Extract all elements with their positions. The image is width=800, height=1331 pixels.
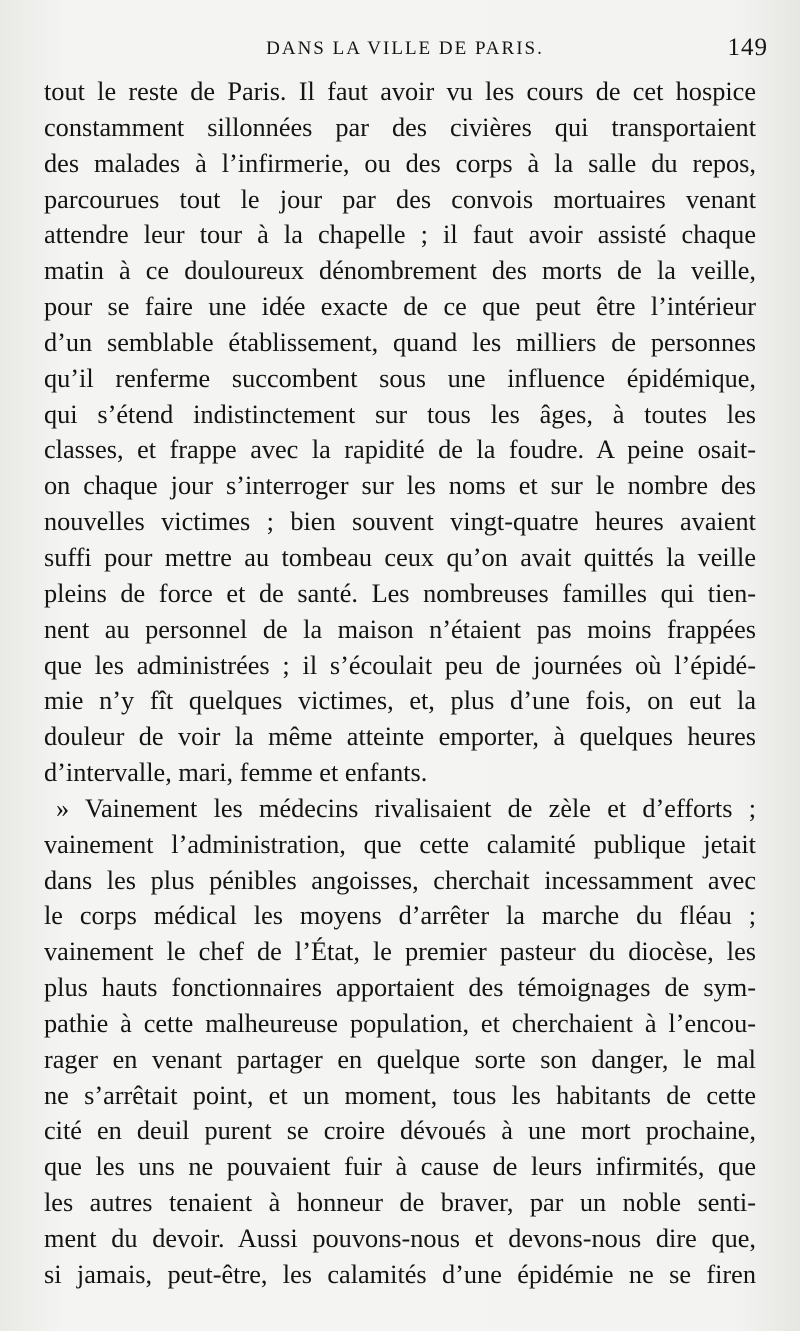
paragraph-end-line: d’intervalle, mari, femme et enfants. bbox=[44, 758, 428, 788]
text-line: des malades à l’infirmerie, ou des corps à la salle du repos, bbox=[44, 148, 756, 178]
page-header bbox=[40, 34, 770, 64]
text-line: pleins de force et de santé. Les nombreuses familles qui tien- bbox=[44, 578, 756, 608]
text-line: parcourues tout le jour par des convois mortuaires venant bbox=[44, 184, 756, 214]
text-line: d’un semblable établissement, quand les milliers de personnes bbox=[44, 327, 756, 357]
text-line: mie n’y fît quelques victimes, et, plus d’une fois, on eut la bbox=[44, 686, 756, 716]
text-line: que les administrées ; il s’écoulait peu de journées où l’épidé- bbox=[44, 650, 756, 680]
paragraph-start-line: » Vainement les médecins rivalisaient de zèle et d’efforts ; bbox=[56, 793, 756, 823]
text-line: matin à ce douloureux dénombrement des morts de la veille, bbox=[44, 256, 756, 286]
text-line: que les uns ne pouvaient fuir à cause de leurs infirmités, que bbox=[44, 1152, 756, 1182]
page-number: 149 bbox=[727, 34, 768, 61]
text-line: cité en deuil purent se croire dévoués à une mort prochaine, bbox=[44, 1116, 756, 1146]
body-text bbox=[44, 74, 756, 1293]
text-line: attendre leur tour à la chapelle ; il faut avoir assisté chaque bbox=[44, 220, 756, 250]
text-line: les autres tenaient à honneur de braver, par un noble senti- bbox=[44, 1188, 756, 1218]
text-line: qu’il renferme succombent sous une influence épidémique, bbox=[44, 363, 756, 393]
text-line: si jamais, peut-être, les calamités d’une épidémie ne se firen bbox=[44, 1259, 756, 1289]
text-line: ment du devoir. Aussi pouvons-nous et devons-nous dire que, bbox=[44, 1224, 756, 1253]
text-line: ne s’arrêtait point, et un moment, tous les habitants de cette bbox=[44, 1080, 756, 1110]
text-line: nouvelles victimes ; bien souvent vingt-quatre heures avaient bbox=[44, 507, 756, 537]
text-line: douleur de voir la même atteinte emporter, à quelques heures bbox=[44, 722, 756, 752]
text-line: vainement le chef de l’État, le premier pasteur du diocèse, les bbox=[44, 937, 756, 967]
text-line: suffi pour mettre au tombeau ceux qu’on avait quittés la veille bbox=[44, 542, 756, 572]
text-line: dans les plus pénibles angoisses, cherchait incessamment avec bbox=[44, 865, 756, 895]
text-line: classes, et frappe avec la rapidité de la foudre. A peine osait- bbox=[44, 435, 756, 465]
text-line: nent au personnel de la maison n’étaient pas moins frappées bbox=[44, 614, 756, 644]
text-line: constamment sillonnées par des civières qui transportaient bbox=[44, 112, 756, 142]
running-head: DANS LA VILLE DE PARIS. bbox=[266, 38, 544, 59]
text-line: pathie à cette malheureuse population, et cherchaient à l’encou- bbox=[44, 1008, 756, 1038]
text-line: vainement l’administration, que cette calamité publique jetait bbox=[44, 829, 756, 859]
text-line: plus hauts fonctionnaires apportaient des témoignages de sym- bbox=[44, 973, 756, 1003]
text-line: on chaque jour s’interroger sur les noms et sur le nombre des bbox=[44, 471, 756, 501]
text-line: pour se faire une idée exacte de ce que peut être l’intérieur bbox=[44, 292, 756, 322]
text-line: le corps médical les moyens d’arrêter la marche du fléau ; bbox=[44, 901, 756, 931]
text-line: rager en venant partager en quelque sorte son danger, le mal bbox=[44, 1044, 756, 1074]
text-line: qui s’étend indistinctement sur tous les âges, à toutes les bbox=[44, 399, 756, 429]
text-line: tout le reste de Paris. Il faut avoir vu les cours de cet hospice bbox=[44, 77, 756, 106]
